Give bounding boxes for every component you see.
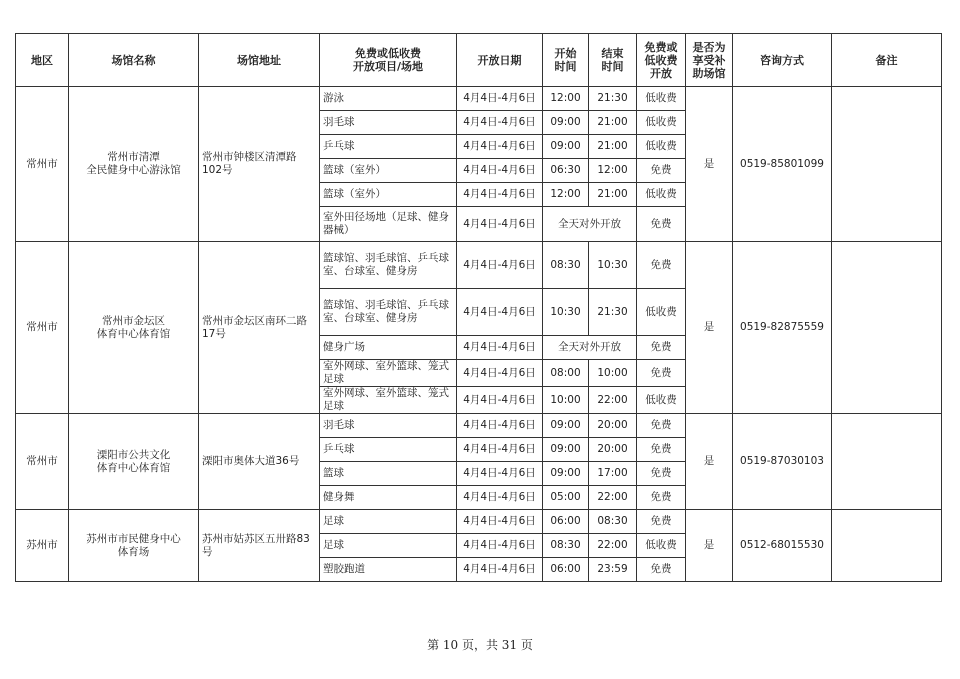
region-cell: 常州市: [16, 414, 69, 510]
start-time-cell: 12:00: [543, 183, 589, 207]
venue-address-cell: 常州市金坛区南环二路17号: [199, 242, 320, 414]
fee-cell: 免费: [637, 438, 686, 462]
date-cell: 4月4日-4月6日: [457, 111, 543, 135]
header-remarks: 备注: [832, 34, 942, 87]
contact-cell: 0519-82875559: [733, 242, 832, 414]
item-cell: 足球: [320, 534, 457, 558]
contact-cell: 0512-68015530: [733, 510, 832, 582]
end-time-cell: 10:00: [589, 360, 637, 387]
fee-cell: 低收费: [637, 87, 686, 111]
date-cell: 4月4日-4月6日: [457, 87, 543, 111]
end-time-cell: 21:00: [589, 183, 637, 207]
end-time-cell: 22:00: [589, 387, 637, 414]
fee-cell: 免费: [637, 336, 686, 360]
start-time-cell: 10:00: [543, 387, 589, 414]
allday-cell: 全天对外开放: [543, 336, 637, 360]
start-time-cell: 09:00: [543, 462, 589, 486]
allday-cell: 全天对外开放: [543, 207, 637, 242]
fee-cell: 低收费: [637, 135, 686, 159]
date-cell: 4月4日-4月6日: [457, 438, 543, 462]
contact-cell: 0519-87030103: [733, 414, 832, 510]
item-cell: 塑胶跑道: [320, 558, 457, 582]
end-time-cell: 12:00: [589, 159, 637, 183]
date-cell: 4月4日-4月6日: [457, 242, 543, 289]
fee-cell: 免费: [637, 242, 686, 289]
header-row: [16, 34, 942, 87]
item-cell: 篮球馆、羽毛球馆、乒乓球室、台球室、健身房: [320, 289, 457, 336]
end-time-cell: 10:30: [589, 242, 637, 289]
end-time-cell: 21:00: [589, 111, 637, 135]
subsidy-cell: 是: [686, 414, 733, 510]
item-cell: 室外网球、室外篮球、笼式足球: [320, 360, 457, 387]
item-cell: 篮球（室外）: [320, 183, 457, 207]
item-cell: 羽毛球: [320, 414, 457, 438]
venue-name-cell: 常州市金坛区 体育中心体育馆: [69, 242, 199, 414]
fee-cell: 免费: [637, 159, 686, 183]
start-time-cell: 12:00: [543, 87, 589, 111]
fee-cell: 低收费: [637, 534, 686, 558]
start-time-cell: 09:00: [543, 111, 589, 135]
end-time-cell: 22:00: [589, 534, 637, 558]
region-cell: 常州市: [16, 242, 69, 414]
header-start: 开始 时间: [543, 34, 589, 87]
date-cell: 4月4日-4月6日: [457, 135, 543, 159]
end-time-cell: 17:00: [589, 462, 637, 486]
item-cell: 乒乓球: [320, 438, 457, 462]
header-items: 免费或低收费 开放项目/场地: [320, 34, 457, 87]
item-cell: 足球: [320, 510, 457, 534]
fee-cell: 免费: [637, 462, 686, 486]
start-time-cell: 06:00: [543, 510, 589, 534]
date-cell: 4月4日-4月6日: [457, 534, 543, 558]
table-row: [16, 242, 942, 289]
item-cell: 篮球馆、羽毛球馆、乒乓球室、台球室、健身房: [320, 242, 457, 289]
fee-cell: 免费: [637, 360, 686, 387]
venue-address-cell: 常州市钟楼区清潭路102号: [199, 87, 320, 242]
start-time-cell: 09:00: [543, 414, 589, 438]
venue-name-cell: 苏州市市民健身中心 体育场: [69, 510, 199, 582]
fee-cell: 低收费: [637, 289, 686, 336]
venue-name-cell: 溧阳市公共文化 体育中心体育馆: [69, 414, 199, 510]
fee-cell: 低收费: [637, 387, 686, 414]
start-time-cell: 09:00: [543, 135, 589, 159]
item-cell: 游泳: [320, 87, 457, 111]
item-cell: 羽毛球: [320, 111, 457, 135]
end-time-cell: 22:00: [589, 486, 637, 510]
start-time-cell: 05:00: [543, 486, 589, 510]
start-time-cell: 08:30: [543, 534, 589, 558]
page-footer: 第 10 页，共 31 页: [427, 638, 533, 652]
venue-address-cell: 苏州市姑苏区五卅路83号: [199, 510, 320, 582]
contact-cell: 0519-85801099: [733, 87, 832, 242]
venue-table: [15, 33, 942, 582]
table-row: [16, 414, 942, 438]
start-time-cell: 06:00: [543, 558, 589, 582]
remarks-cell: [832, 87, 942, 242]
start-time-cell: 06:30: [543, 159, 589, 183]
fee-cell: 免费: [637, 510, 686, 534]
item-cell: 篮球（室外）: [320, 159, 457, 183]
item-cell: 篮球: [320, 462, 457, 486]
subsidy-cell: 是: [686, 510, 733, 582]
remarks-cell: [832, 510, 942, 582]
item-cell: 健身广场: [320, 336, 457, 360]
fee-cell: 免费: [637, 207, 686, 242]
date-cell: 4月4日-4月6日: [457, 510, 543, 534]
remarks-cell: [832, 242, 942, 414]
header-date: 开放日期: [457, 34, 543, 87]
start-time-cell: 08:30: [543, 242, 589, 289]
fee-cell: 免费: [637, 486, 686, 510]
start-time-cell: 08:00: [543, 360, 589, 387]
date-cell: 4月4日-4月6日: [457, 462, 543, 486]
date-cell: 4月4日-4月6日: [457, 558, 543, 582]
header-address: 场馆地址: [199, 34, 320, 87]
remarks-cell: [832, 414, 942, 510]
fee-cell: 低收费: [637, 111, 686, 135]
venue-name-cell: 常州市清潭 全民健身中心游泳馆: [69, 87, 199, 242]
date-cell: 4月4日-4月6日: [457, 387, 543, 414]
date-cell: 4月4日-4月6日: [457, 207, 543, 242]
end-time-cell: 23:59: [589, 558, 637, 582]
date-cell: 4月4日-4月6日: [457, 414, 543, 438]
fee-cell: 免费: [637, 414, 686, 438]
fee-cell: 免费: [637, 558, 686, 582]
date-cell: 4月4日-4月6日: [457, 159, 543, 183]
date-cell: 4月4日-4月6日: [457, 360, 543, 387]
header-subsidy: 是否为 享受补 助场馆: [686, 34, 733, 87]
end-time-cell: 21:00: [589, 135, 637, 159]
region-cell: 苏州市: [16, 510, 69, 582]
date-cell: 4月4日-4月6日: [457, 289, 543, 336]
subsidy-cell: 是: [686, 87, 733, 242]
header-end: 结束 时间: [589, 34, 637, 87]
header-region: 地区: [16, 34, 69, 87]
start-time-cell: 09:00: [543, 438, 589, 462]
header-contact: 咨询方式: [733, 34, 832, 87]
end-time-cell: 21:30: [589, 289, 637, 336]
date-cell: 4月4日-4月6日: [457, 336, 543, 360]
date-cell: 4月4日-4月6日: [457, 486, 543, 510]
item-cell: 室外田径场地（足球、健身器械）: [320, 207, 457, 242]
start-time-cell: 10:30: [543, 289, 589, 336]
end-time-cell: 20:00: [589, 438, 637, 462]
fee-cell: 低收费: [637, 183, 686, 207]
end-time-cell: 20:00: [589, 414, 637, 438]
venue-address-cell: 溧阳市奥体大道36号: [199, 414, 320, 510]
end-time-cell: 08:30: [589, 510, 637, 534]
date-cell: 4月4日-4月6日: [457, 183, 543, 207]
header-venue: 场馆名称: [69, 34, 199, 87]
item-cell: 室外网球、室外篮球、笼式足球: [320, 387, 457, 414]
table-row: [16, 87, 942, 111]
end-time-cell: 21:30: [589, 87, 637, 111]
item-cell: 乒乓球: [320, 135, 457, 159]
region-cell: 常州市: [16, 87, 69, 242]
table-row: [16, 510, 942, 534]
header-fee: 免费或 低收费 开放: [637, 34, 686, 87]
item-cell: 健身舞: [320, 486, 457, 510]
subsidy-cell: 是: [686, 242, 733, 414]
